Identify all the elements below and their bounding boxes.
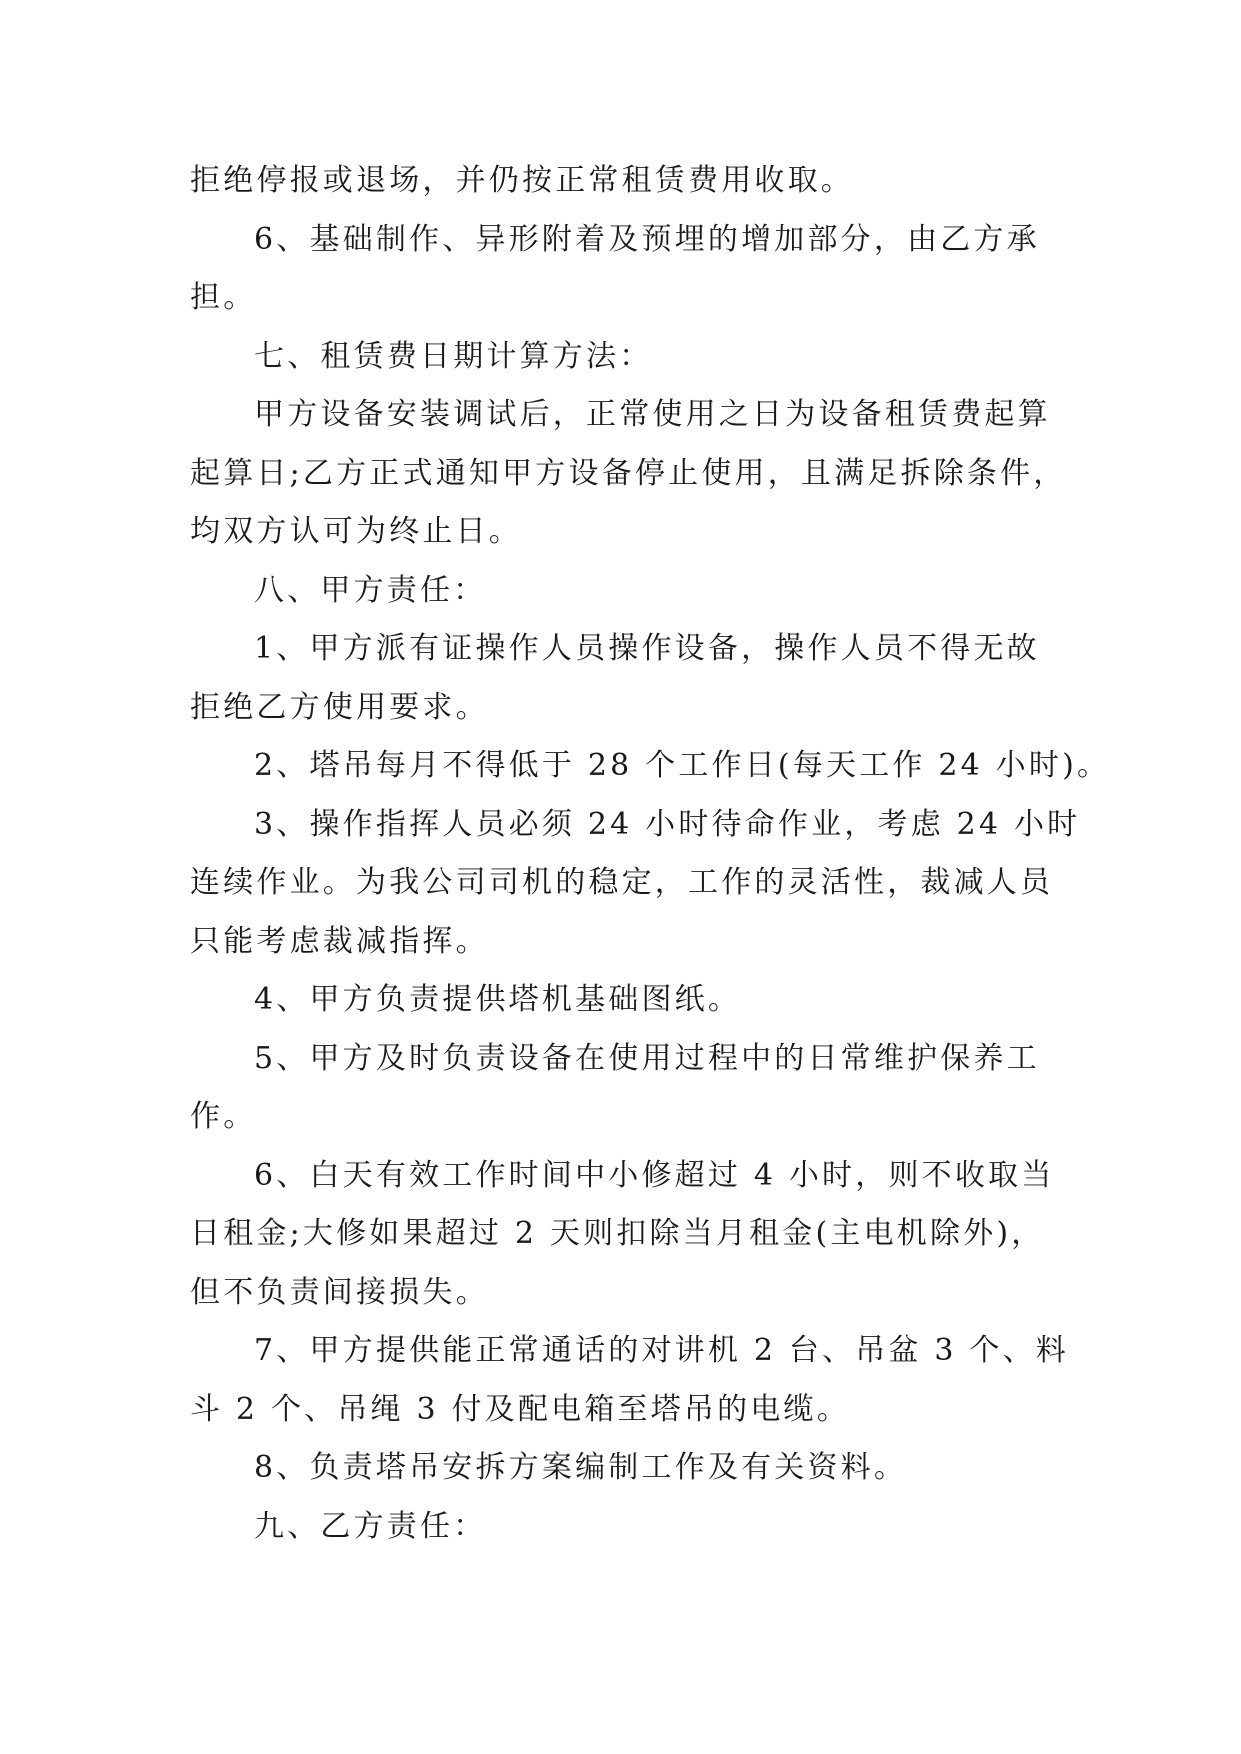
text-line: 八、甲方责任：: [254, 572, 487, 608]
paragraph-item-6-foundation: [190, 219, 1070, 336]
text-line: 拒绝乙方使用要求。: [190, 689, 489, 725]
text-line: 3、操作指挥人员必须 24 小时待命作业，考虑 24 小时: [254, 806, 1081, 842]
paragraph-item-4: [190, 979, 1070, 1038]
paragraph-item-2: [190, 745, 1111, 804]
paragraph-item-1: [190, 628, 1070, 745]
text-line: 作。: [190, 1099, 257, 1134]
document-body: [190, 160, 1111, 1564]
text-line: 甲方设备安装调试后，正常使用之日为设备租赁费起算: [254, 397, 1051, 432]
paragraph-item-5: [190, 1038, 1070, 1155]
text-line: 连续作业。为我公司司机的稳定，工作的灵活性，裁减人员: [190, 865, 1054, 900]
text-line: 日租金;大修如果超过 2 天则扣除当月租金(主电机除外)，: [190, 1216, 1045, 1251]
text-line: 七、租赁费日期计算方法：: [254, 338, 653, 374]
text-line: 只能考虑裁减指挥。: [190, 923, 489, 959]
text-line: 担。: [190, 280, 257, 315]
paragraph-continuation: [190, 160, 1070, 219]
text-line: 6、白天有效工作时间中小修超过 4 小时，则不收取当: [254, 1157, 1055, 1193]
text-line: 8、负责塔吊安拆方案编制工作及有关资料。: [254, 1450, 908, 1485]
paragraph-rental-date: [190, 394, 1070, 570]
section-heading-7: [190, 336, 1070, 395]
section-heading-8: [190, 570, 1070, 629]
text-line: 起算日;乙方正式通知甲方设备停止使用，且满足拆除条件，: [190, 455, 1067, 491]
text-line: 7、甲方提供能正常通话的对讲机 2 台、吊盆 3 个、料: [254, 1333, 1070, 1368]
text-line: 斗 2 个、吊绳 3 付及配电箱至塔吊的电缆。: [190, 1391, 850, 1427]
paragraph-item-3: [190, 804, 1081, 980]
paragraph-item-8: [190, 1447, 1070, 1506]
paragraph-item-6-repair: [190, 1155, 1070, 1331]
text-line: 1、甲方派有证操作人员操作设备，操作人员不得无故: [254, 631, 1040, 666]
text-line: 但不负责间接损失。: [190, 1274, 489, 1310]
paragraph-item-7: [190, 1330, 1070, 1447]
text-line: 6、基础制作、异形附着及预埋的增加部分，由乙方承: [254, 221, 1040, 257]
text-line: 均双方认可为终止日。: [190, 514, 522, 549]
text-line: 拒绝停报或退场，并仍按正常租赁费用收取。: [190, 163, 854, 198]
text-line: 九、乙方责任：: [254, 1508, 487, 1544]
section-heading-9: [190, 1506, 1070, 1565]
text-line: 2、塔吊每月不得低于 28 个工作日(每天工作 24 小时)。: [254, 748, 1111, 783]
text-line: 5、甲方及时负责设备在使用过程中的日常维护保养工: [254, 1040, 1040, 1076]
text-line: 4、甲方负责提供塔机基础图纸。: [254, 982, 742, 1017]
